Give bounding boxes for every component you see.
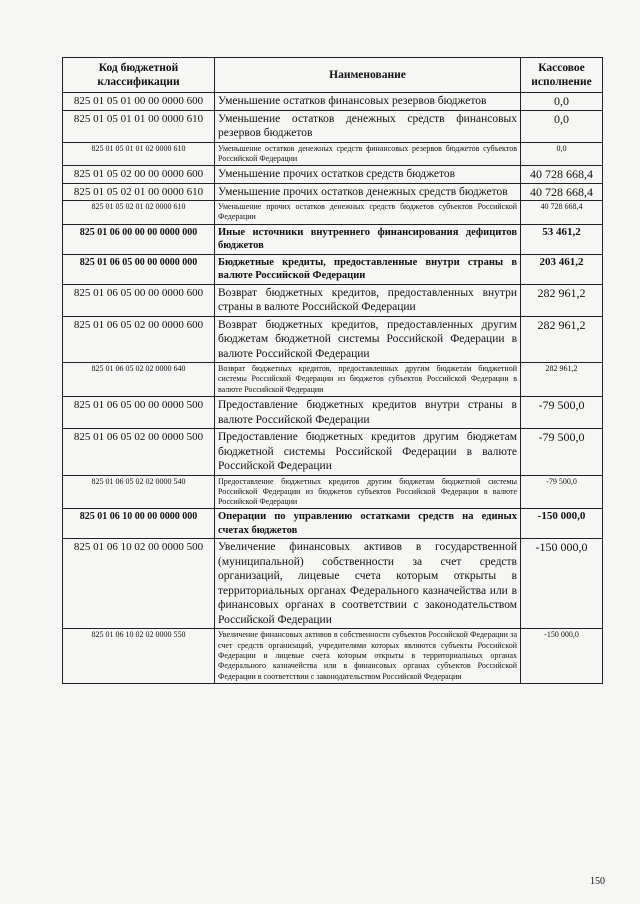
row-sum: 282 961,2 bbox=[521, 284, 603, 316]
row-code: 825 01 05 02 01 02 0000 610 bbox=[63, 201, 215, 225]
table-row bbox=[63, 397, 603, 429]
row-sum: -79 500,0 bbox=[521, 397, 603, 429]
row-sum: 40 728 668,4 bbox=[521, 201, 603, 225]
table-row bbox=[63, 142, 603, 166]
row-code: 825 01 05 02 00 00 0000 600 bbox=[63, 166, 215, 184]
row-code: 825 01 06 05 00 00 0000 600 bbox=[63, 284, 215, 316]
table-row bbox=[63, 201, 603, 225]
table-row bbox=[63, 110, 603, 142]
table-row bbox=[63, 475, 603, 509]
row-code: 825 01 05 02 01 00 0000 610 bbox=[63, 183, 215, 201]
table-row bbox=[63, 183, 603, 201]
row-code: 825 01 06 10 00 00 0000 000 bbox=[63, 509, 215, 539]
row-name: Возврат бюджетных кредитов, предоставленных другим бюджетам бюджетной системы Российской Федерации в валюте Российской Федерации bbox=[215, 316, 521, 363]
table-header-row bbox=[63, 58, 603, 93]
row-name: Уменьшение остатков денежных средств финансовых резервов бюджетов bbox=[215, 110, 521, 142]
row-code: 825 01 06 05 02 00 0000 500 bbox=[63, 429, 215, 476]
row-sum: 0,0 bbox=[521, 110, 603, 142]
row-sum: -150 000,0 bbox=[521, 539, 603, 629]
row-code: 825 01 06 05 00 00 0000 000 bbox=[63, 254, 215, 284]
row-sum: -150 000,0 bbox=[521, 629, 603, 683]
row-code: 825 01 05 01 01 02 0000 610 bbox=[63, 142, 215, 166]
row-name: Уменьшение прочих остатков денежных средств бюджетов субъектов Российской Федерации bbox=[215, 201, 521, 225]
row-name: Возврат бюджетных кредитов, предоставленных внутри страны в валюте Российской Федерации bbox=[215, 284, 521, 316]
row-sum: 53 461,2 bbox=[521, 224, 603, 254]
table-row bbox=[63, 429, 603, 476]
row-code: 825 01 05 01 01 00 0000 610 bbox=[63, 110, 215, 142]
header-name: Наименование bbox=[215, 58, 521, 93]
table-row bbox=[63, 509, 603, 539]
row-sum: 282 961,2 bbox=[521, 363, 603, 397]
row-name: Увеличение финансовых активов в собственности субъектов Российской Федерации за счет средств организаций, учредителями которых являются субъекты Российской Федерации и лицевые счета которым открыты в территориальных органах Федерального казначейства или в финансовых органах субъектов Российской Федерации в соответствии с законодательством Российской Федерации bbox=[215, 629, 521, 683]
table-row bbox=[63, 363, 603, 397]
row-name: Увеличение финансовых активов в государственной (муниципальной) собственности за счет средств организаций, лицевые счета которым открыты в территориальных органах Федерального казначейства или в финансовых органах в соответствии с законодательством Российской Федерации bbox=[215, 539, 521, 629]
row-sum: 40 728 668,4 bbox=[521, 166, 603, 184]
page-number: 150 bbox=[590, 876, 605, 887]
header-sum: Кассовое исполнение bbox=[521, 58, 603, 93]
row-name: Уменьшение остатков финансовых резервов бюджетов bbox=[215, 93, 521, 111]
row-code: 825 01 06 10 02 00 0000 500 bbox=[63, 539, 215, 629]
table-row bbox=[63, 254, 603, 284]
row-code: 825 01 06 05 02 02 0000 640 bbox=[63, 363, 215, 397]
table-row bbox=[63, 316, 603, 363]
row-sum: 282 961,2 bbox=[521, 316, 603, 363]
table-row bbox=[63, 284, 603, 316]
row-name: Предоставление бюджетных кредитов внутри страны в валюте Российской Федерации bbox=[215, 397, 521, 429]
row-name: Возврат бюджетных кредитов, предоставленных другим бюджетам бюджетной системы Российской Федерации из бюджетов субъектов Российской Федерации в валюте Российской Федерации bbox=[215, 363, 521, 397]
row-code: 825 01 05 01 00 00 0000 600 bbox=[63, 93, 215, 111]
row-code: 825 01 06 00 00 00 0000 000 bbox=[63, 224, 215, 254]
row-name: Уменьшение прочих остатков средств бюджетов bbox=[215, 166, 521, 184]
row-code: 825 01 06 05 02 00 0000 600 bbox=[63, 316, 215, 363]
row-sum: 203 461,2 bbox=[521, 254, 603, 284]
row-sum: -79 500,0 bbox=[521, 475, 603, 509]
row-name: Операции по управлению остатками средств на единых счетах бюджетов bbox=[215, 509, 521, 539]
row-sum: -150 000,0 bbox=[521, 509, 603, 539]
row-code: 825 01 06 05 00 00 0000 500 bbox=[63, 397, 215, 429]
budget-sources-table bbox=[62, 57, 603, 684]
header-code: Код бюджетной классификации bbox=[63, 58, 215, 93]
table-row bbox=[63, 629, 603, 683]
table-row bbox=[63, 166, 603, 184]
row-name: Иные источники внутреннего финансирования дефицитов бюджетов bbox=[215, 224, 521, 254]
row-sum: 40 728 668,4 bbox=[521, 183, 603, 201]
row-code: 825 01 06 10 02 02 0000 550 bbox=[63, 629, 215, 683]
row-sum: 0,0 bbox=[521, 142, 603, 166]
table-row bbox=[63, 224, 603, 254]
table-row bbox=[63, 539, 603, 629]
row-name: Уменьшение прочих остатков денежных средств бюджетов bbox=[215, 183, 521, 201]
row-sum: 0,0 bbox=[521, 93, 603, 111]
row-name: Уменьшение остатков денежных средств финансовых резервов бюджетов субъектов Российской Федерации bbox=[215, 142, 521, 166]
table-row bbox=[63, 93, 603, 111]
row-sum: -79 500,0 bbox=[521, 429, 603, 476]
row-name: Бюджетные кредиты, предоставленные внутри страны в валюте Российской Федерации bbox=[215, 254, 521, 284]
row-name: Предоставление бюджетных кредитов другим бюджетам бюджетной системы Российской Федерации из бюджетов субъектов Российской Федерации в валюте Российской Федерации bbox=[215, 475, 521, 509]
row-code: 825 01 06 05 02 02 0000 540 bbox=[63, 475, 215, 509]
row-name: Предоставление бюджетных кредитов другим бюджетам бюджетной системы Российской Федерации в валюте Российской Федерации bbox=[215, 429, 521, 476]
